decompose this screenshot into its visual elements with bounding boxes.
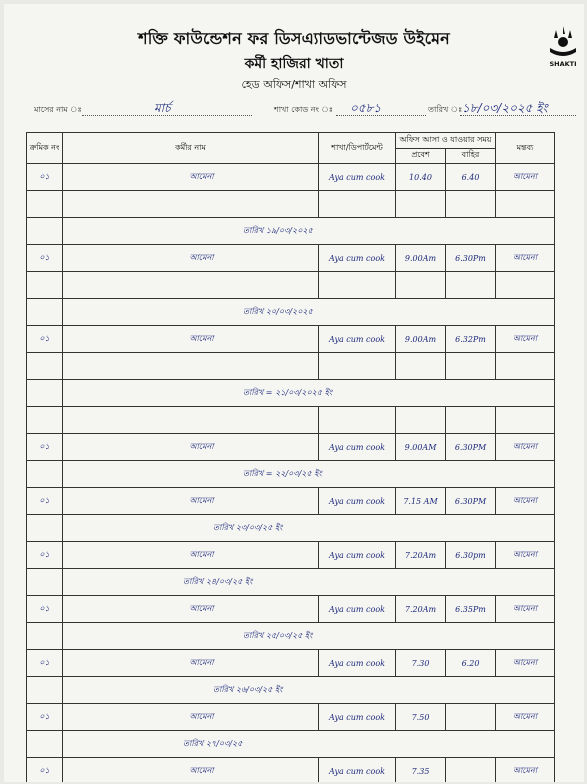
logo-text: SHAKTI xyxy=(549,60,577,68)
date-entry-value: ২৩/০৩/২৫ ইং xyxy=(235,522,283,532)
col-entry: প্রবেশ xyxy=(396,148,446,164)
row-serial: ০১ xyxy=(27,704,63,731)
row-dept: Aya cum cook xyxy=(319,245,396,272)
empty-cell xyxy=(319,272,396,299)
empty-cell xyxy=(27,623,63,650)
date-entry xyxy=(63,515,555,542)
row-name: আমেনা xyxy=(63,542,319,569)
row-remarks: আমেনা xyxy=(496,245,555,272)
row-exit-time xyxy=(446,704,496,731)
row-exit-time: 6.20 xyxy=(446,650,496,677)
date-label: তারিখ ঃ xyxy=(428,105,463,114)
date-row xyxy=(27,299,555,326)
row-serial: ০১ xyxy=(27,596,63,623)
row-entry-time: 7.35 xyxy=(396,758,446,783)
row-remarks: আমেনা xyxy=(496,542,555,569)
row-remarks: আমেনা xyxy=(496,326,555,353)
row-serial: ০১ xyxy=(27,245,63,272)
empty-cell xyxy=(27,461,63,488)
row-dept: Aya cum cook xyxy=(319,434,396,461)
empty-cell xyxy=(496,353,555,380)
empty-cell xyxy=(27,218,63,245)
date-entry-value: ২২/০৩/২৫ ইং xyxy=(275,468,322,478)
row-remarks: আমেনা xyxy=(496,596,555,623)
date-entry xyxy=(63,299,555,326)
col-dept: শাখা/ডিপার্টমেন্ট xyxy=(319,133,396,164)
month-label: মাসের নাম ঃ xyxy=(34,105,82,114)
date-entry-value: ২৪/০৩/২৫ ইং xyxy=(205,576,253,586)
row-dept: Aya cum cook xyxy=(319,488,396,515)
row-entry-time: 9.00Am xyxy=(396,326,446,353)
date-entry-value: ১৯/০৩/২০২৫ xyxy=(265,225,313,235)
row-name: আমেনা xyxy=(63,758,319,783)
empty-cell xyxy=(27,299,63,326)
date-entry xyxy=(63,461,555,488)
row-exit-time: 6.30PM xyxy=(446,434,496,461)
row-remarks: আমেনা xyxy=(496,434,555,461)
attendance-sheet xyxy=(4,4,584,782)
row-name: আমেনা xyxy=(63,596,319,623)
date-entry-value: ২১/০৩/২০২৫ ইং xyxy=(275,387,333,397)
date-entry-label: তারিখ = xyxy=(243,387,273,397)
row-serial: ০১ xyxy=(27,434,63,461)
row-exit-time: 6.32Pm xyxy=(446,326,496,353)
date-row xyxy=(27,623,555,650)
empty-cell xyxy=(27,515,63,542)
table-row xyxy=(27,542,555,569)
date-entry-label: তারিখ xyxy=(243,630,264,640)
col-name: কর্মীর নাম xyxy=(63,133,319,164)
row-exit-time: 6.40 xyxy=(446,164,496,191)
empty-cell xyxy=(27,191,63,218)
empty-cell xyxy=(27,569,63,596)
empty-cell xyxy=(446,272,496,299)
row-entry-time: 10.40 xyxy=(396,164,446,191)
date-entry xyxy=(63,623,555,650)
branch-value: ০৫৮১ xyxy=(350,101,382,115)
table-row xyxy=(27,704,555,731)
blank-row xyxy=(27,272,555,299)
row-exit-time: 6.30PM xyxy=(446,488,496,515)
blank-row xyxy=(27,191,555,218)
date-row xyxy=(27,218,555,245)
table-row xyxy=(27,758,555,783)
date-entry-label: তারিখ xyxy=(183,576,204,586)
date-entry-label: তারিখ xyxy=(243,225,264,235)
empty-cell xyxy=(496,191,555,218)
empty-cell xyxy=(27,731,63,758)
empty-cell xyxy=(496,272,555,299)
empty-cell xyxy=(396,191,446,218)
row-serial: ০১ xyxy=(27,650,63,677)
table-row xyxy=(27,326,555,353)
row-entry-time: 7.20Am xyxy=(396,542,446,569)
date-entry xyxy=(63,731,555,758)
date-entry-value: ২০/০৩/২০২৫ xyxy=(265,306,313,316)
row-exit-time xyxy=(446,758,496,783)
col-time-group: অফিস আসা ও যাওয়ার সময় xyxy=(396,133,496,149)
empty-cell xyxy=(27,380,63,407)
table-row xyxy=(27,488,555,515)
table-row xyxy=(27,434,555,461)
empty-cell xyxy=(63,191,319,218)
row-name: আমেনা xyxy=(63,650,319,677)
blank-row xyxy=(27,407,555,434)
empty-cell xyxy=(496,407,555,434)
row-remarks: আমেনা xyxy=(496,488,555,515)
row-serial: ০১ xyxy=(27,164,63,191)
empty-cell xyxy=(396,272,446,299)
row-dept: Aya cum cook xyxy=(319,650,396,677)
row-entry-time: 7.50 xyxy=(396,704,446,731)
date-entry-value: ২৭/০৩/২৫ xyxy=(205,738,243,748)
date-entry-label: তারিখ xyxy=(213,522,234,532)
row-remarks: আমেনা xyxy=(496,704,555,731)
col-serial: ক্রমিক নং xyxy=(27,133,63,164)
row-name: আমেনা xyxy=(63,326,319,353)
row-serial: ০১ xyxy=(27,488,63,515)
date-entry xyxy=(63,380,555,407)
empty-cell xyxy=(27,353,63,380)
date-row xyxy=(27,569,555,596)
table-row xyxy=(27,650,555,677)
date-row xyxy=(27,677,555,704)
row-remarks: আমেনা xyxy=(496,758,555,783)
date-entry-label: তারিখ xyxy=(183,738,204,748)
date-entry-value: ২৬/০৩/২৫ ইং xyxy=(235,684,283,694)
row-exit-time: 6.35Pm xyxy=(446,596,496,623)
date-row xyxy=(27,461,555,488)
row-entry-time: 7.15 AM xyxy=(396,488,446,515)
empty-cell xyxy=(27,677,63,704)
register-title: কর্মী হাজিরা খাতা xyxy=(244,56,344,72)
row-serial: ০১ xyxy=(27,758,63,783)
date-entry-label: তারিখ xyxy=(213,684,234,694)
attendance-table xyxy=(26,132,555,782)
empty-cell xyxy=(63,353,319,380)
attendance-rows xyxy=(27,164,555,783)
row-entry-time: 9.00Am xyxy=(396,245,446,272)
empty-cell xyxy=(446,407,496,434)
empty-cell xyxy=(396,407,446,434)
date-row xyxy=(27,731,555,758)
table-row xyxy=(27,164,555,191)
row-dept: Aya cum cook xyxy=(319,758,396,783)
row-name: আমেনা xyxy=(63,488,319,515)
date-row xyxy=(27,380,555,407)
row-name: আমেনা xyxy=(63,434,319,461)
date-entry xyxy=(63,218,555,245)
row-dept: Aya cum cook xyxy=(319,704,396,731)
blank-row xyxy=(27,353,555,380)
branch-label: শাখা কোড নং ঃ xyxy=(274,105,333,114)
col-remarks: মন্তব্য xyxy=(496,133,555,164)
row-entry-time: 9.00AM xyxy=(396,434,446,461)
row-dept: Aya cum cook xyxy=(319,542,396,569)
date-entry xyxy=(63,677,555,704)
row-dept: Aya cum cook xyxy=(319,326,396,353)
row-dept: Aya cum cook xyxy=(319,164,396,191)
table-row xyxy=(27,596,555,623)
date-value: ১৮/০৩/২০২৫ ইং xyxy=(462,101,548,115)
row-entry-time: 7.20Am xyxy=(396,596,446,623)
date-entry xyxy=(63,569,555,596)
row-name: আমেনা xyxy=(63,245,319,272)
empty-cell xyxy=(319,191,396,218)
row-name: আমেনা xyxy=(63,704,319,731)
row-exit-time: 6.30pm xyxy=(446,542,496,569)
row-name: আমেনা xyxy=(63,164,319,191)
organization-title: শক্তি ফাউন্ডেশন ফর ডিসএ্যাডভান্টেজড উইমেন xyxy=(138,29,450,48)
row-remarks: আমেনা xyxy=(496,650,555,677)
row-dept: Aya cum cook xyxy=(319,596,396,623)
row-exit-time: 6.30Pm xyxy=(446,245,496,272)
date-entry-label: তারিখ xyxy=(243,306,264,316)
empty-cell xyxy=(27,272,63,299)
empty-cell xyxy=(63,272,319,299)
date-entry-label: তারিখ = xyxy=(243,468,273,478)
row-entry-time: 7.30 xyxy=(396,650,446,677)
row-serial: ০১ xyxy=(27,542,63,569)
row-remarks: আমেনা xyxy=(496,164,555,191)
empty-cell xyxy=(446,353,496,380)
empty-cell xyxy=(446,191,496,218)
month-value: মার্চ xyxy=(154,101,171,115)
date-row xyxy=(27,515,555,542)
office-line: হেড অফিস/শাখা অফিস xyxy=(241,78,347,91)
empty-cell xyxy=(319,353,396,380)
date-entry-value: ২৫/০৩/২৫ ইং xyxy=(265,630,313,640)
empty-cell xyxy=(319,407,396,434)
empty-cell xyxy=(63,407,319,434)
empty-cell xyxy=(396,353,446,380)
empty-cell xyxy=(27,407,63,434)
col-exit: বাহির xyxy=(446,148,496,164)
table-row xyxy=(27,245,555,272)
row-serial: ০১ xyxy=(27,326,63,353)
shakti-logo-icon xyxy=(546,26,580,70)
